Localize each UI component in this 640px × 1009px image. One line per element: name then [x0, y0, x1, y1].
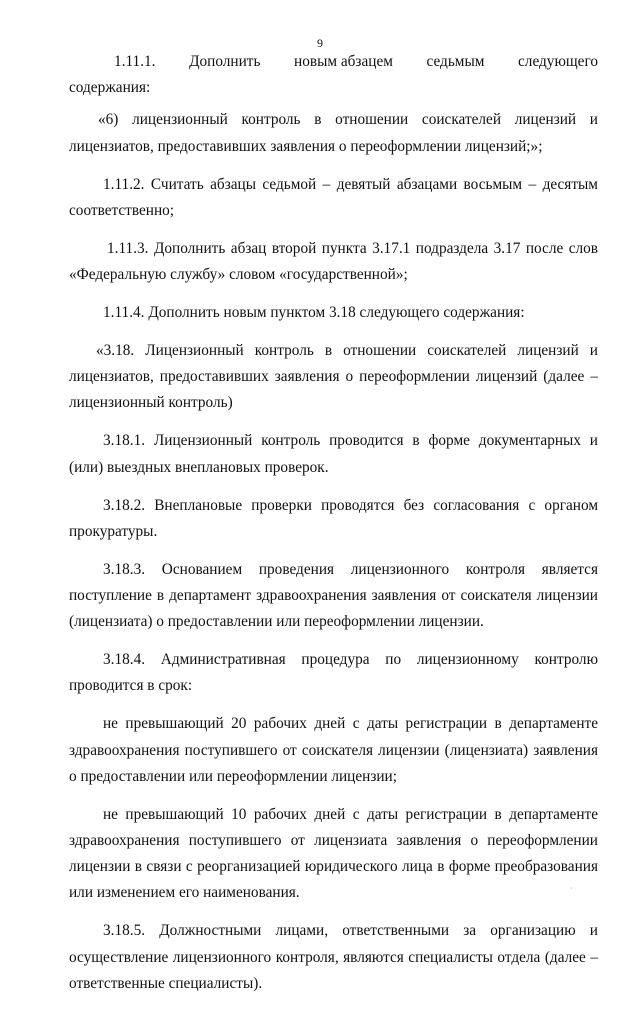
- page-number: 9: [317, 36, 323, 50]
- paragraph-term-20-days: не превышающий 20 рабочих дней с даты регистрации в департаменте здравоохранения поступившего от соискателя лицензии (лицензиата) заявления о предоставлении или переоформлении лицензии;: [69, 715, 598, 785]
- paragraph-3-18: «3.18. Лицензионный контроль в отношении соискателей лицензий и лицензиатов, предоставивших заявления о переоформлении лицензий (далее – лицензионный контроль): [69, 342, 598, 412]
- paragraph-word: седьмым: [426, 53, 485, 70]
- paragraph-term-10-days: не превышающий 10 рабочих дней с даты регистрации в департаменте здравоохранения поступившего от лицензиата заявления о переоформлении лицензии в связи с реорганизацией юридического лица в форме преобразования или изменением его наименования.: [69, 805, 598, 902]
- paragraph-first-line: [69, 49, 598, 75]
- paragraph-3-18-3: 3.18.3. Основанием проведения лицензионного контроля является поступление в департамент здравоохранения заявления от соискателя лицензии (лицензиата) о предоставлении или переоформлении лицензии.: [69, 560, 598, 631]
- paragraph-word: Дополнить: [189, 53, 261, 70]
- scan-speck: ·: [570, 884, 573, 893]
- paragraph-continuation: содержания:: [69, 79, 151, 97]
- paragraph-3-18-4: 3.18.4. Административная процедура по лицензионному контролю проводится в срок:: [69, 651, 598, 695]
- paragraph-1-11-4: 1.11.4. Дополнить новым пунктом 3.18 следующего содержания:: [103, 304, 525, 322]
- paragraph-3-18-5: 3.18.5. Должностными лицами, ответственными за организацию и осуществление лицензионного контроля, являются специалисты отдела (далее – ответственные специалисты).: [69, 922, 598, 992]
- paragraph-1-11-3: 1.11.3. Дополнить абзац второй пункта 3.17.1 подраздела 3.17 после слов «Федеральную службу» словом «государственной»;: [69, 239, 598, 284]
- paragraph-1-11-1: [69, 49, 598, 101]
- paragraph-quote-item-6: «6) лицензионный контроль в отношении соискателей лицензий и лицензиатов, предоставивших заявления о переоформлении лицензий;»;: [69, 111, 598, 155]
- paragraph-word: новым абзацем: [294, 53, 393, 70]
- paragraph-1-11-2: 1.11.2. Считать абзацы седьмой – девятый абзацами восьмым – десятым соответственно;: [69, 175, 598, 219]
- paragraph-word: 1.11.1.: [114, 53, 156, 70]
- paragraph-3-18-2: 3.18.2. Внеплановые проверки проводятся без согласования с органом прокуратуры.: [69, 496, 598, 540]
- paragraph-3-18-1: 3.18.1. Лицензионный контроль проводится в форме документарных и (или) выездных внеплановых проверок.: [69, 432, 598, 476]
- paragraph-word: следующего: [518, 53, 598, 70]
- document-body: [69, 49, 598, 1009]
